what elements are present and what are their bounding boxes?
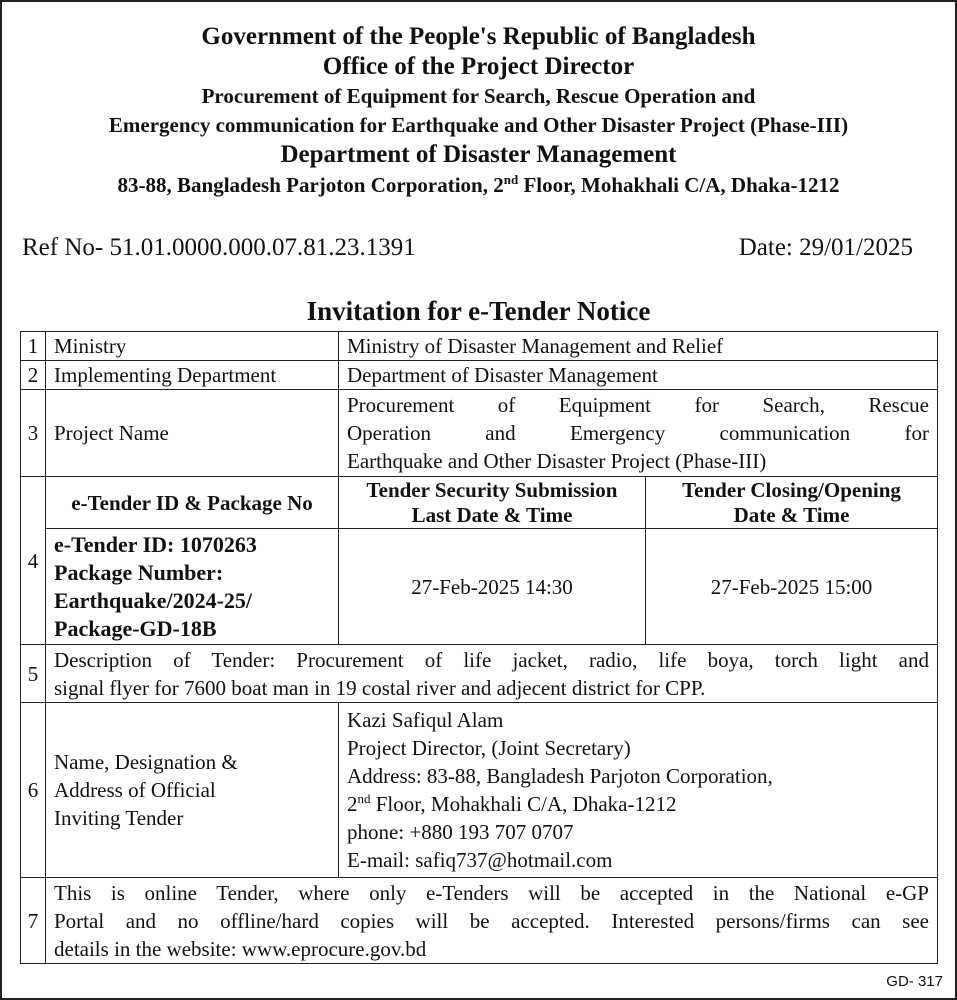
tender-table	[20, 331, 938, 964]
official-details	[339, 703, 938, 878]
tender-description: Description of Tender: Procurement of life jacket, radio, life boya, torch light and signal flyer for 7600 boat man in 19 costal river and adjecent district for CPP.	[46, 645, 938, 703]
notice-title: Invitation for e-Tender Notice	[306, 296, 651, 326]
row-label: Project Name	[46, 390, 339, 477]
table-row	[21, 361, 938, 390]
package-label: Package Number:	[54, 559, 224, 585]
row-number: 3	[21, 390, 46, 477]
table-row	[21, 390, 938, 477]
project-title-line-1: Procurement of Equipment for Search, Rescue Operation and	[201, 84, 756, 108]
row-value: Department of Disaster Management	[339, 361, 938, 390]
closing-date: 27-Feb-2025 15:00	[646, 529, 938, 645]
security-date: 27-Feb-2025 14:30	[339, 529, 646, 645]
table-row	[21, 645, 938, 703]
table-row	[21, 332, 938, 361]
row-label: Ministry	[46, 332, 339, 361]
reference-number: Ref No- 51.01.0000.000.07.81.23.1391	[22, 234, 416, 261]
office-title: Office of the Project Director	[322, 53, 635, 80]
column-header-security: Tender Security Submission Last Date & Time	[339, 477, 646, 529]
project-name-value: Procurement of Equipment for Search, Rescue Operation and Emergency communication for Earthquake and Other Disaster Project (Phase-III)	[339, 390, 938, 477]
package-number: Earthquake/2024-25/	[54, 587, 253, 613]
package-number: Package-GD-18B	[54, 615, 217, 641]
official-address: Address: 83-88, Bangladesh Parjoton Corporation,	[347, 764, 773, 788]
row-number: 7	[21, 878, 46, 964]
table-row	[21, 529, 938, 645]
row-number: 1	[21, 332, 46, 361]
government-title: Government of the People's Republic of Bangladesh	[201, 23, 756, 50]
reference-row	[22, 234, 913, 262]
row-label: Implementing Department	[46, 361, 339, 390]
table-row	[21, 477, 938, 529]
row-number: 5	[21, 645, 46, 703]
tender-id-cell	[46, 529, 339, 645]
row-number: 6	[21, 703, 46, 878]
official-name: Kazi Safiqul Alam	[347, 708, 504, 732]
row-number: 4	[21, 477, 46, 645]
row-number: 2	[21, 361, 46, 390]
column-header-tender-id: e-Tender ID & Package No	[46, 477, 339, 529]
official-designation: Project Director, (Joint Secretary)	[347, 736, 631, 760]
department-title: Department of Disaster Management	[280, 141, 677, 168]
table-row	[21, 703, 938, 878]
official-phone: phone: +880 193 707 0707	[347, 820, 574, 844]
column-header-closing: Tender Closing/Opening Date & Time	[646, 477, 938, 529]
project-title-line-2: Emergency communication for Earthquake and Other Disaster Project (Phase-III)	[108, 113, 849, 137]
office-address: 83-88, Bangladesh Parjoton Corporation, 2nd Floor, Mohakhali C/A, Dhaka-1212	[117, 172, 840, 197]
row-value: Ministry of Disaster Management and Relief	[339, 332, 938, 361]
notice-date: Date: 29/01/2025	[738, 234, 913, 261]
tender-id: e-Tender ID: 1070263	[54, 531, 257, 557]
official-address: 2nd Floor, Mohakhali C/A, Dhaka-1212	[347, 791, 677, 816]
footer-code: GD- 317	[886, 973, 943, 990]
official-email: E-mail: safiq737@hotmail.com	[347, 848, 613, 872]
table-row	[21, 878, 938, 964]
official-label: Name, Designation & Address of Official Inviting Tender	[46, 703, 339, 878]
online-tender-note: This is online Tender, where only e-Tenders will be accepted in the National e-GP Portal and no offline/hard copies will be accepted. Interested persons/firms can see details in the website: www.eprocure.gov.bd	[46, 878, 938, 964]
